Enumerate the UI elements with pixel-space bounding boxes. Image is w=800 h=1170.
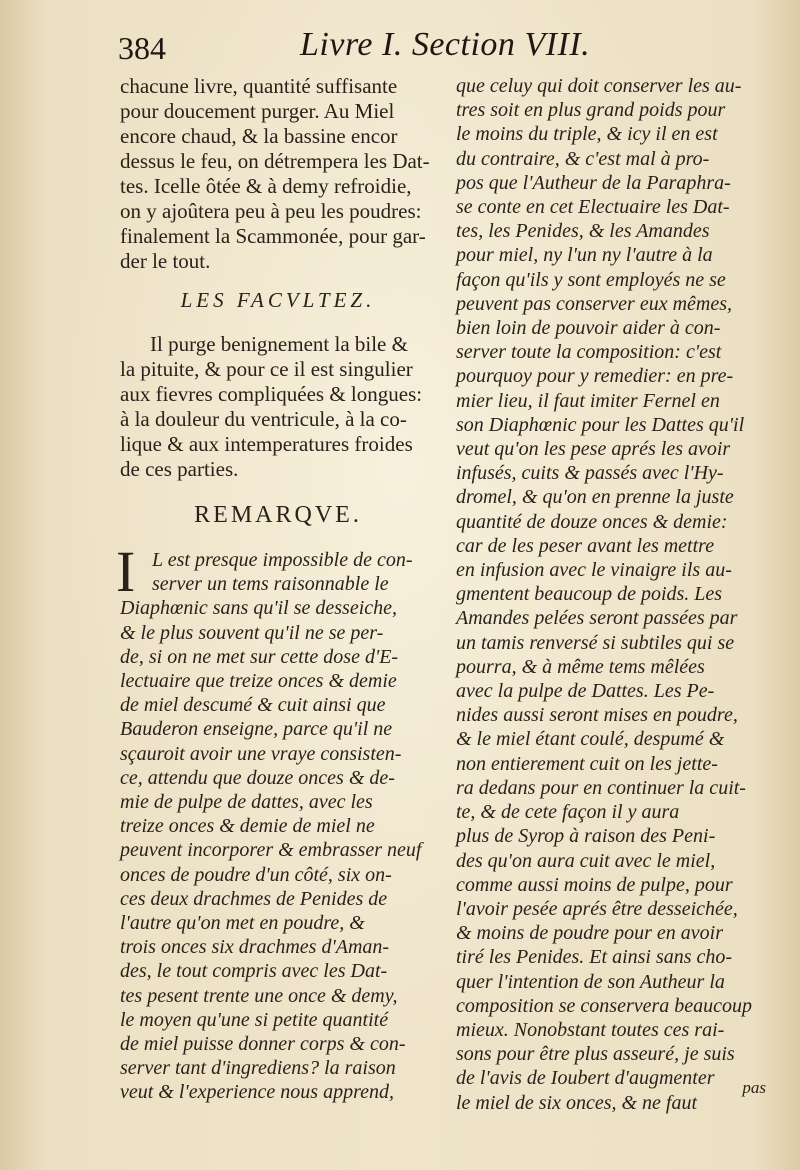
text-line: dromel, & qu'on en prenne la juste — [456, 486, 734, 509]
text-line: un tamis renversé si subtiles qui se — [456, 631, 735, 654]
right-column-paragraph — [456, 74, 768, 1115]
text-line: plus de Syrop à raison des Peni- — [456, 825, 716, 848]
text-line: de ces parties. — [120, 457, 239, 481]
text-line: tes pesent trente une once & demy, — [120, 984, 398, 1007]
page-header — [0, 26, 800, 74]
text-line: tes. Icelle ôtée & à demy refroidie, — [120, 174, 412, 198]
catchword: pas — [742, 1078, 766, 1097]
text-line: chacune livre, quantité suffisante — [120, 74, 398, 98]
text-line: lique & aux intemperatures froides — [120, 432, 413, 456]
running-title: Livre I. Section VIII. — [300, 26, 591, 63]
text-line: & le miel étant coulé, despumé & — [456, 728, 725, 751]
text-line: de miel puisse donner corps & con- — [120, 1033, 406, 1056]
text-line: mier lieu, il faut imiter Fernel en — [456, 389, 720, 412]
text-line: Il purge benignement la bile & — [150, 332, 408, 356]
text-line: du contraire, & c'est mal à pro- — [456, 147, 710, 170]
text-line: non entierement cuit on les jette- — [456, 752, 718, 775]
text-line: de l'avis de Ioubert d'augmenter — [456, 1067, 715, 1090]
text-line: en infusion avec le vinaigre ils au- — [456, 559, 732, 582]
text-line: encore chaud, & la bassine encor — [120, 124, 398, 148]
text-line: finalement la Scammonée, pour gar- — [120, 224, 426, 248]
text-line: l'autre qu'on met en poudre, & — [120, 912, 365, 935]
section-heading-facultez: LES FACVLTEZ. — [180, 288, 376, 312]
drop-cap: I — [116, 539, 136, 604]
text-line: Diaphœnic sans qu'il se desseiche, — [120, 597, 398, 620]
text-line: & le plus souvent qu'il ne se per- — [120, 621, 384, 644]
text-line: te, & de cete façon il y aura — [456, 801, 680, 824]
text-line: ra dedans pour en continuer la cuit- — [456, 776, 746, 799]
text-line: L est presque impossible de con- — [152, 549, 413, 571]
text-line: pos que l'Autheur de la Paraphra- — [456, 171, 731, 194]
text-line: la pituite, & pour ce il est singulier — [120, 357, 413, 381]
text-line: gmentent beaucoup de poids. Les — [456, 583, 723, 606]
text-line: quer l'intention de son Autheur la — [456, 970, 725, 993]
text-line: des qu'on aura cuit avec le miel, — [456, 849, 716, 872]
text-line: comme aussi moins de pulpe, pour — [456, 873, 733, 896]
text-line: l'avoir pesée aprés être desseichée, — [456, 897, 738, 920]
text-line: server un tems raisonnable le — [152, 573, 389, 596]
text-line: tes, les Penides, & les Amandes — [456, 220, 710, 243]
text-line: on y ajoûtera peu à peu les poudres: — [120, 199, 422, 223]
text-line: veut & l'experience nous apprend, — [120, 1081, 395, 1104]
text-line: lectuaire que treize onces & demie — [120, 670, 397, 693]
text-line: sons pour être plus asseuré, je suis — [456, 1043, 735, 1066]
text-line: Amandes pelées seront passées par — [456, 607, 738, 630]
remarque-paragraph — [116, 539, 436, 1105]
text-line: sçauroit avoir une vraye consisten- — [120, 742, 402, 765]
text-line: peuvent incorporer & embrasser neuf — [120, 839, 422, 862]
text-line: son Diaphœnic pour les Dattes qu'il — [456, 413, 745, 436]
text-line: que celuy qui doit conserver les au- — [456, 75, 742, 97]
text-line: peuvent pas conserver eux mêmes, — [456, 292, 733, 315]
text-line: dessus le feu, on détrempera les Dat- — [120, 149, 430, 173]
left-column — [116, 74, 436, 1104]
text-line: ce, attendu que douze onces & de- — [120, 766, 395, 789]
text-line: composition se conservera beaucoup — [456, 994, 753, 1017]
section-heading-remarque: REMARQVE. — [194, 502, 362, 528]
text-line: server tant d'ingrediens? la raison — [120, 1057, 396, 1080]
text-line: car de les peser avant les mettre — [456, 534, 715, 557]
text-line: avec la pulpe de Dattes. Les Pe- — [456, 680, 715, 703]
text-line: pourquoy pour y remedier: en pre- — [456, 365, 734, 388]
text-line: infusés, cuits & passés avec l'Hy- — [456, 462, 724, 485]
text-line: Bauderon enseigne, parce qu'il ne — [120, 718, 393, 741]
text-line: nides aussi seront mises en poudre, — [456, 704, 738, 727]
text-line: des, le tout compris avec les Dat- — [120, 960, 388, 983]
text-line: pourra, & à même tems mêlées — [456, 655, 705, 678]
text-line: le miel de six onces, & ne faut — [456, 1091, 698, 1114]
text-line: mie de pulpe de dattes, avec les — [120, 791, 373, 814]
text-line: mieux. Nonobstant toutes ces rai- — [456, 1018, 725, 1041]
text-line: à la douleur du ventricule, à la co- — [120, 407, 407, 431]
text-line: pour doucement purger. Au Miel — [120, 99, 395, 123]
text-line: treize onces & demie de miel ne — [120, 815, 375, 838]
text-line: le moins du triple, & icy il en est — [456, 123, 718, 146]
text-line: de, si on ne met sur cette dose d'E- — [120, 645, 399, 668]
intro-paragraph — [120, 74, 436, 274]
text-line: façon qu'ils y sont employés ne se — [456, 268, 726, 291]
text-line: ces deux drachmes de Penides de — [120, 887, 388, 910]
text-line: de miel descumé & cuit ainsi que — [120, 694, 386, 717]
text-line: server toute la composition: c'est — [456, 341, 722, 364]
text-line: der le tout. — [120, 249, 211, 273]
text-line: bien loin de pouvoir aider à con- — [456, 317, 721, 340]
right-column — [456, 74, 768, 1115]
text-line: le moyen qu'une si petite quantité — [120, 1008, 389, 1031]
text-line: aux fievres compliquées & longues: — [120, 382, 423, 406]
text-line: & moins de poudre pour en avoir — [456, 922, 724, 945]
text-line: tres soit en plus grand poids pour — [456, 99, 726, 122]
text-line: pour miel, ny l'un ny l'autre à la — [456, 244, 713, 267]
facultez-paragraph — [120, 332, 436, 482]
text-line: quantité de douze onces & demie: — [456, 510, 728, 533]
text-line: se conte en cet Electuaire les Dat- — [456, 196, 730, 219]
text-line: tiré les Penides. Et ainsi sans cho- — [456, 946, 733, 969]
text-line: onces de poudre d'un côté, six on- — [120, 863, 392, 886]
text-line: trois onces six drachmes d'Aman- — [120, 936, 390, 959]
page-number: 384 — [118, 30, 166, 66]
text-line: veut qu'on les pese aprés les avoir — [456, 438, 731, 461]
